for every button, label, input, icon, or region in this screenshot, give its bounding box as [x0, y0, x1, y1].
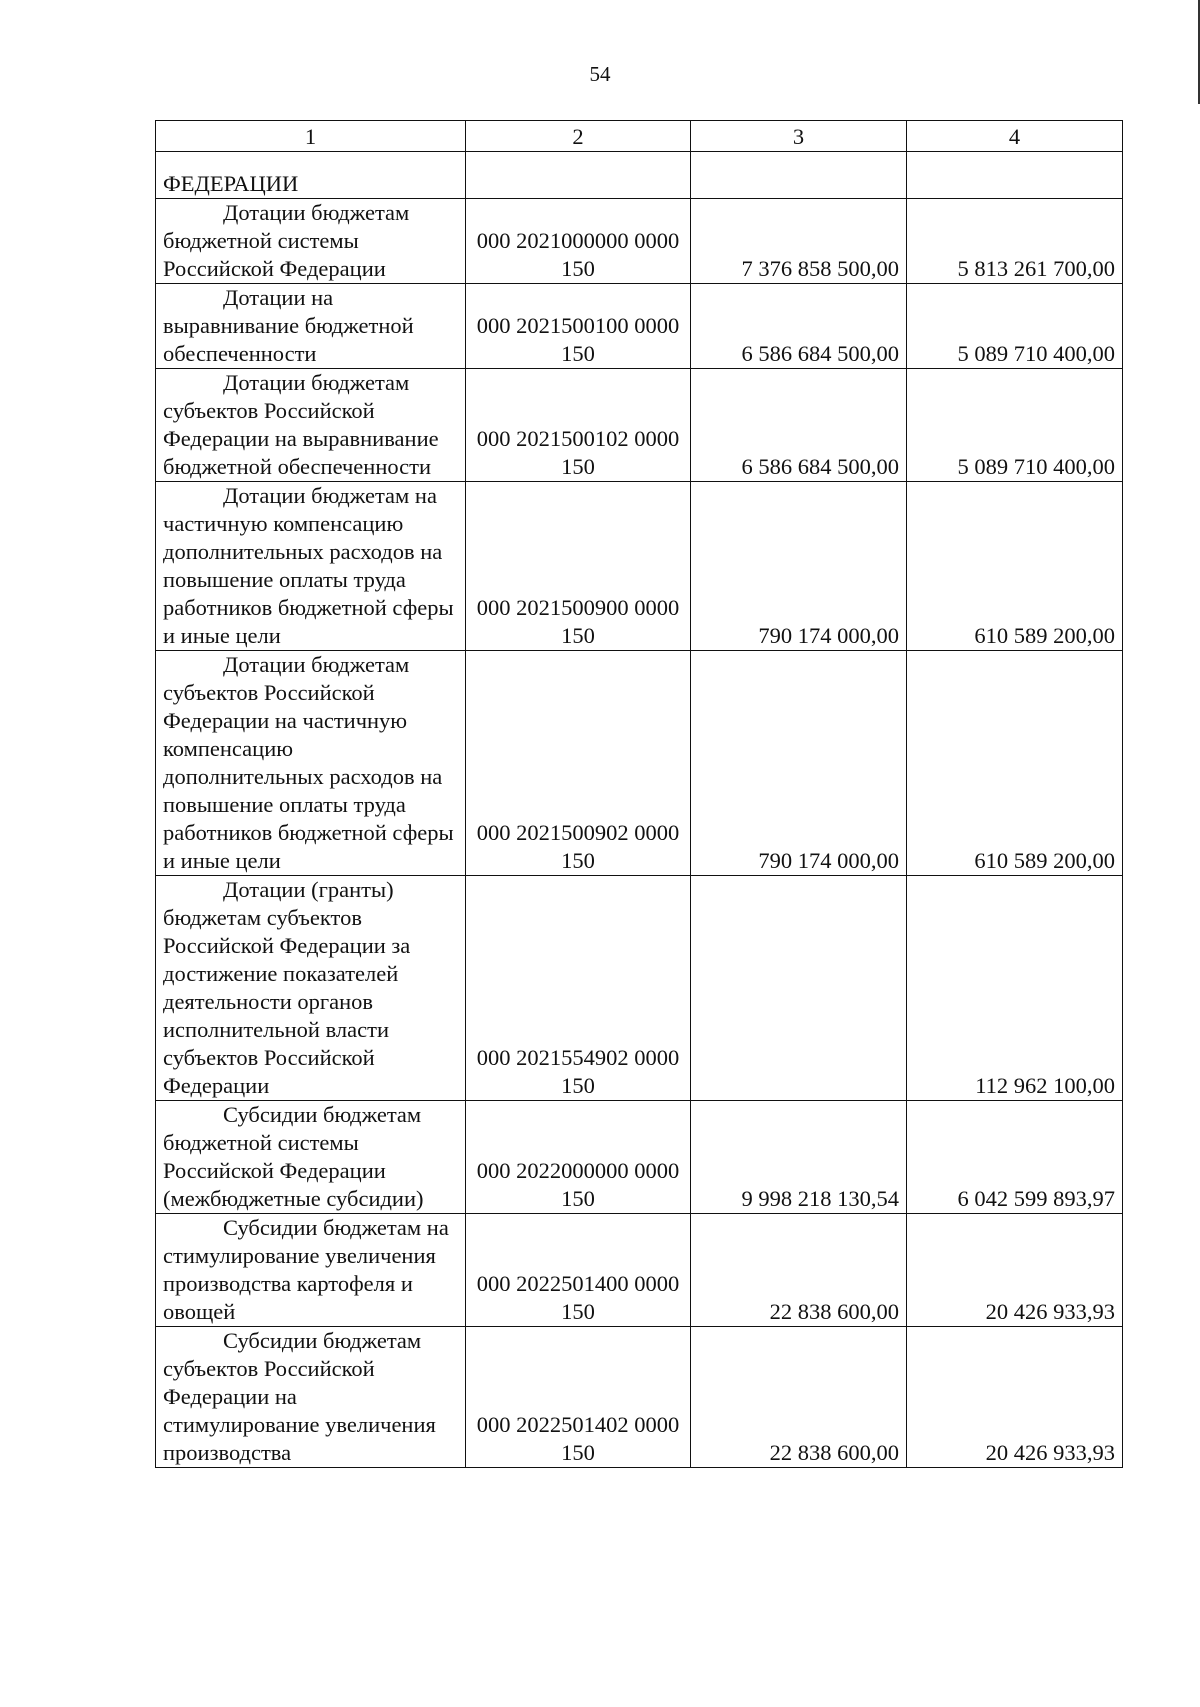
table-row — [156, 152, 1123, 199]
row-amount-col4: 20 426 933,93 — [907, 1214, 1123, 1327]
table-row — [156, 369, 1123, 482]
column-header-1: 1 — [156, 121, 466, 152]
row-amount-col4: 5 089 710 400,00 — [907, 284, 1123, 369]
row-name: Дотации на выравнивание бюджетной обеспеченности — [156, 284, 466, 369]
row-name: ФЕДЕРАЦИИ — [156, 152, 466, 199]
column-header-3: 3 — [691, 121, 907, 152]
row-code: 000 2021500902 0000 150 — [466, 651, 691, 876]
budget-table — [155, 120, 1123, 1468]
row-name: Дотации (гранты) бюджетам субъектов Российской Федерации за достижение показателей деятельности органов исполнительной власти субъектов Российской Федерации — [156, 876, 466, 1101]
row-code: 000 2022000000 0000 150 — [466, 1101, 691, 1214]
row-amount-col4: 5 089 710 400,00 — [907, 369, 1123, 482]
row-amount-col4: 610 589 200,00 — [907, 651, 1123, 876]
page-number: 54 — [589, 62, 611, 86]
row-code — [466, 152, 691, 199]
row-amount-col3: 6 586 684 500,00 — [691, 369, 907, 482]
table-header-row — [156, 121, 1123, 152]
row-amount-col4 — [907, 152, 1123, 199]
row-name: Субсидии бюджетам на стимулирование увеличения производства картофеля и овощей — [156, 1214, 466, 1327]
row-code: 000 2021554902 0000 150 — [466, 876, 691, 1101]
row-amount-col3 — [691, 876, 907, 1101]
row-code: 000 2021000000 0000 150 — [466, 199, 691, 284]
row-amount-col3: 22 838 600,00 — [691, 1214, 907, 1327]
table-row — [156, 482, 1123, 651]
row-amount-col3: 9 998 218 130,54 — [691, 1101, 907, 1214]
column-header-2: 2 — [466, 121, 691, 152]
row-amount-col3: 7 376 858 500,00 — [691, 199, 907, 284]
row-code: 000 2021500900 0000 150 — [466, 482, 691, 651]
table-row — [156, 284, 1123, 369]
row-amount-col4: 20 426 933,93 — [907, 1327, 1123, 1468]
row-amount-col4: 6 042 599 893,97 — [907, 1101, 1123, 1214]
table-row — [156, 1327, 1123, 1468]
row-amount-col3: 790 174 000,00 — [691, 651, 907, 876]
row-amount-col3: 22 838 600,00 — [691, 1327, 907, 1468]
row-amount-col4: 112 962 100,00 — [907, 876, 1123, 1101]
row-amount-col3 — [691, 152, 907, 199]
row-code: 000 2021500100 0000 150 — [466, 284, 691, 369]
row-name: Дотации бюджетам бюджетной системы Российской Федерации — [156, 199, 466, 284]
row-amount-col3: 790 174 000,00 — [691, 482, 907, 651]
row-code: 000 2021500102 0000 150 — [466, 369, 691, 482]
row-amount-col3: 6 586 684 500,00 — [691, 284, 907, 369]
row-name: Субсидии бюджетам бюджетной системы Российской Федерации (межбюджетные субсидии) — [156, 1101, 466, 1214]
row-name: Субсидии бюджетам субъектов Российской Федерации на стимулирование увеличения производства — [156, 1327, 466, 1468]
table-row — [156, 1101, 1123, 1214]
row-amount-col4: 610 589 200,00 — [907, 482, 1123, 651]
row-name: Дотации бюджетам на частичную компенсацию дополнительных расходов на повышение оплаты труда работников бюджетной сферы и иные цели — [156, 482, 466, 651]
row-code: 000 2022501400 0000 150 — [466, 1214, 691, 1327]
row-amount-col4: 5 813 261 700,00 — [907, 199, 1123, 284]
column-header-4: 4 — [907, 121, 1123, 152]
table-row — [156, 651, 1123, 876]
table-row — [156, 876, 1123, 1101]
row-name: Дотации бюджетам субъектов Российской Федерации на частичную компенсацию дополнительных расходов на повышение оплаты труда работников бюджетной сферы и иные цели — [156, 651, 466, 876]
table-row — [156, 1214, 1123, 1327]
table-row — [156, 199, 1123, 284]
row-code: 000 2022501402 0000 150 — [466, 1327, 691, 1468]
row-name: Дотации бюджетам субъектов Российской Федерации на выравнивание бюджетной обеспеченности — [156, 369, 466, 482]
